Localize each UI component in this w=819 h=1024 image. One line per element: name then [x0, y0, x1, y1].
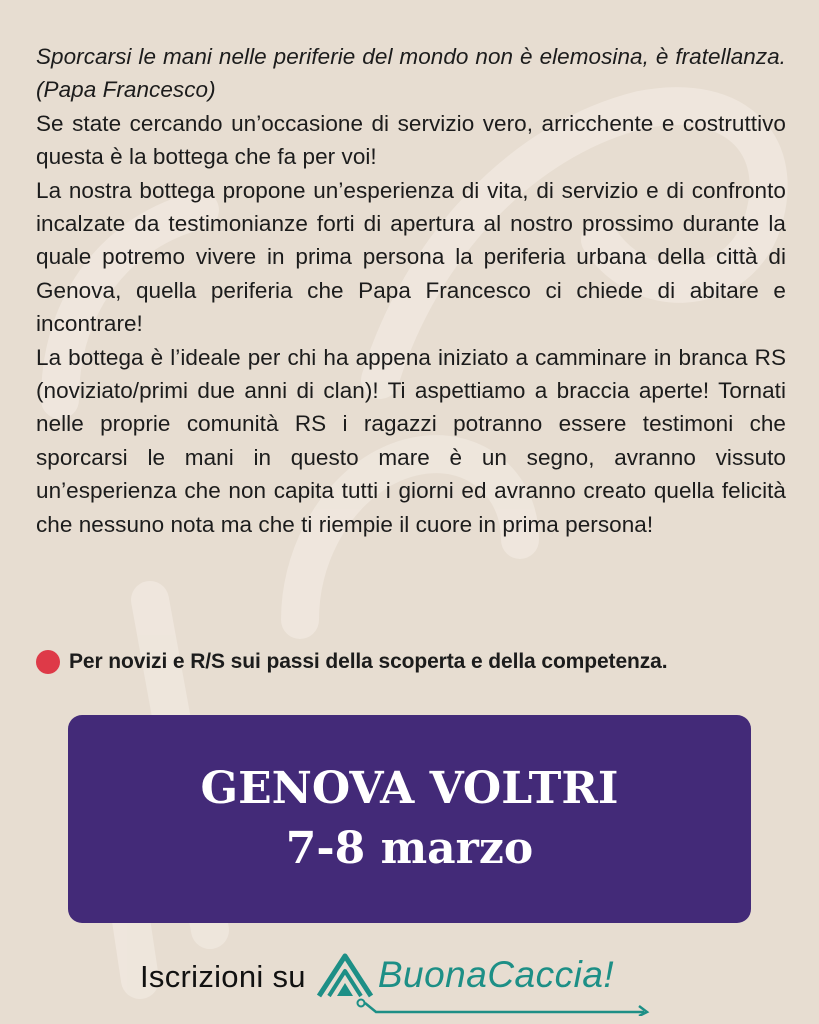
target-paragraph: La bottega è l’ideale per chi ha appena iniziato a camminare in branca RS (noviziato/primi due anni di clan)! Ti aspettiamo a braccia aperte! Tornati nelle proprie comunità RS i ragazzi potranno essere testimoni che sporcarsi le mani in questo mare è un segno, avranno vissuto un’esperienza che non capita tutti i giorni ed avranno creato quella felicità che nessuno nota ma che ti riempie il cuore in prima persona!: [36, 344, 786, 537]
brand-name: BuonaCaccia!: [377, 954, 615, 995]
buonacaccia-logo-icon: [316, 952, 374, 1002]
event-banner: [68, 715, 751, 923]
signup-label: Iscrizioni su: [140, 959, 306, 994]
buonacaccia-link[interactable]: [316, 952, 614, 1002]
audience-note: [36, 650, 796, 674]
intro-paragraph: Se state cercando un’occasione di servizio vero, arricchente e costruttivo questa è la bottega che fa per voi!: [36, 110, 786, 170]
event-location: GENOVA VOLTRI: [200, 763, 619, 814]
description-paragraph: La nostra bottega propone un’esperienza di vita, di servizio e di confronto incalzate da testimonianze forti di apertura al nostro prossimo durante la quale potremo vivere in prima persona la periferia urbana della città di Genova, quella periferia che Papa Francesco ci chiede di abitare e incontrare!: [36, 177, 786, 337]
event-dates: 7-8 marzo: [285, 823, 534, 874]
quote-paragraph: Sporcarsi le mani nelle periferie del mondo non è elemosina, è fratellanza. (Papa Francesco): [36, 44, 786, 103]
article-body: [36, 40, 786, 541]
signup-row: [140, 945, 614, 1009]
circuit-underline-icon: [356, 998, 656, 1016]
audience-note-text: Per novizi e R/S sui passi della scoperta e della competenza.: [69, 650, 668, 673]
red-dot-icon: [36, 650, 60, 674]
